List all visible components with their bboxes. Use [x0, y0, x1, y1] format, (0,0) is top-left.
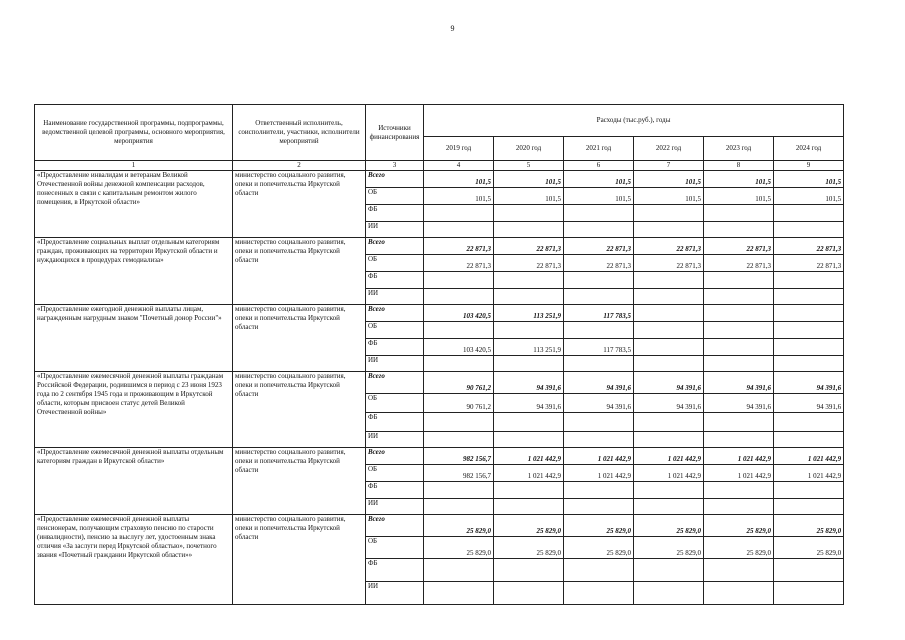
- funding-source: Всего: [366, 171, 424, 188]
- value-cell: [704, 499, 774, 515]
- header-executor: Ответственный исполнитель, соисполнители, участники, исполнители мероприятий: [233, 105, 366, 161]
- value-cell: [634, 222, 704, 238]
- table-row: [35, 448, 844, 465]
- value-cell: [634, 339, 704, 356]
- col-number: 3: [366, 161, 424, 171]
- value-cell: [494, 356, 564, 372]
- value-cell: 1 021 442,9: [634, 465, 704, 482]
- value-cell: [704, 432, 774, 448]
- value-cell: [494, 499, 564, 515]
- value-cell: [424, 222, 494, 238]
- total-value-cell: 113 251,9: [494, 305, 564, 322]
- total-value-cell: 101,5: [494, 171, 564, 188]
- total-value-cell: 101,5: [634, 171, 704, 188]
- col-number: 9: [774, 161, 844, 171]
- value-cell: [494, 322, 564, 339]
- header-year: 2023 год: [704, 137, 774, 161]
- header-year: 2024 год: [774, 137, 844, 161]
- value-cell: 22 871,3: [494, 255, 564, 272]
- value-cell: 25 829,0: [424, 537, 494, 559]
- funding-source: ОБ: [366, 188, 424, 205]
- value-cell: 94 391,6: [774, 394, 844, 413]
- measure-name: «Предоставление ежемесячной денежной выплаты отдельным категориям граждан в Иркутской области»: [35, 448, 233, 515]
- table-row: [35, 515, 844, 537]
- total-value-cell: 94 391,6: [564, 372, 634, 394]
- value-cell: [424, 482, 494, 499]
- total-value-cell: 25 829,0: [634, 515, 704, 537]
- value-cell: [564, 482, 634, 499]
- measure-executor: министерство социального развития, опеки и попечительства Иркутской области: [233, 305, 366, 372]
- value-cell: [634, 289, 704, 305]
- col-number: 5: [494, 161, 564, 171]
- value-cell: 101,5: [774, 188, 844, 205]
- total-value-cell: 94 391,6: [634, 372, 704, 394]
- table-row: [35, 238, 844, 255]
- total-value-cell: 94 391,6: [494, 372, 564, 394]
- value-cell: 1 021 442,9: [774, 465, 844, 482]
- value-cell: [424, 559, 494, 582]
- value-cell: 22 871,3: [704, 255, 774, 272]
- value-cell: [424, 322, 494, 339]
- value-cell: [774, 272, 844, 289]
- total-value-cell: 22 871,3: [704, 238, 774, 255]
- table-row: [35, 372, 844, 394]
- funding-source: ФБ: [366, 339, 424, 356]
- value-cell: [424, 289, 494, 305]
- total-value-cell: 101,5: [564, 171, 634, 188]
- total-value-cell: 1 021 442,9: [494, 448, 564, 465]
- value-cell: [774, 582, 844, 605]
- value-cell: [704, 205, 774, 222]
- value-cell: [634, 499, 704, 515]
- value-cell: [564, 322, 634, 339]
- value-cell: 103 420,5: [424, 339, 494, 356]
- funding-source: Всего: [366, 448, 424, 465]
- total-value-cell: 25 829,0: [564, 515, 634, 537]
- value-cell: [494, 289, 564, 305]
- funding-source: ФБ: [366, 559, 424, 582]
- measure-executor: министерство социального развития, опеки и попечительства Иркутской области: [233, 515, 366, 605]
- funding-source: ОБ: [366, 537, 424, 559]
- value-cell: [494, 559, 564, 582]
- value-cell: [424, 272, 494, 289]
- value-cell: 22 871,3: [774, 255, 844, 272]
- value-cell: [494, 205, 564, 222]
- value-cell: [704, 339, 774, 356]
- total-value-cell: 982 156,7: [424, 448, 494, 465]
- funding-source: ФБ: [366, 205, 424, 222]
- col-number: 8: [704, 161, 774, 171]
- value-cell: [774, 205, 844, 222]
- value-cell: 25 829,0: [634, 537, 704, 559]
- col-number: 2: [233, 161, 366, 171]
- total-value-cell: [704, 305, 774, 322]
- value-cell: [774, 289, 844, 305]
- total-value-cell: 101,5: [424, 171, 494, 188]
- value-cell: [494, 482, 564, 499]
- funding-source: ИИ: [366, 222, 424, 238]
- total-value-cell: 22 871,3: [564, 238, 634, 255]
- value-cell: 1 021 442,9: [704, 465, 774, 482]
- value-cell: 90 761,2: [424, 394, 494, 413]
- value-cell: [774, 322, 844, 339]
- header-name: Наименование государственной программы, подпрограммы, ведомственной целевой программы, основного мероприятия, мероприятия: [35, 105, 233, 161]
- measure-name: «Предоставление социальных выплат отдельным категориям граждан, проживающих на территории Иркутской области и нуждающихся в процедурах гемодиализа»: [35, 238, 233, 305]
- header-year: 2020 год: [494, 137, 564, 161]
- page-number: 9: [450, 24, 455, 33]
- header-year: 2022 год: [634, 137, 704, 161]
- value-cell: 25 829,0: [564, 537, 634, 559]
- value-cell: [564, 222, 634, 238]
- value-cell: 22 871,3: [634, 255, 704, 272]
- measure-name: «Предоставление ежемесячной денежной выплаты пенсионерам, получающим страховую пенсию по старости (инвалидности), пенсию за выслугу лет, удостоенным знака отличия «За заслуги перед Иркутской областью», почетного звания «Почетный гражданин Иркутской области»»: [35, 515, 233, 605]
- total-value-cell: 1 021 442,9: [634, 448, 704, 465]
- total-value-cell: 25 829,0: [494, 515, 564, 537]
- value-cell: [774, 356, 844, 372]
- value-cell: 22 871,3: [424, 255, 494, 272]
- value-cell: 101,5: [704, 188, 774, 205]
- funding-source: Всего: [366, 515, 424, 537]
- value-cell: [564, 356, 634, 372]
- value-cell: 1 021 442,9: [494, 465, 564, 482]
- funding-source: Всего: [366, 305, 424, 322]
- measure-executor: министерство социального развития, опеки и попечительства Иркутской области: [233, 448, 366, 515]
- funding-source: Всего: [366, 372, 424, 394]
- value-cell: 25 829,0: [704, 537, 774, 559]
- funding-source: ОБ: [366, 465, 424, 482]
- funding-source: ИИ: [366, 582, 424, 605]
- value-cell: [564, 499, 634, 515]
- value-cell: [704, 272, 774, 289]
- value-cell: 101,5: [634, 188, 704, 205]
- value-cell: [634, 205, 704, 222]
- value-cell: [564, 205, 634, 222]
- value-cell: [774, 559, 844, 582]
- total-value-cell: 103 420,5: [424, 305, 494, 322]
- value-cell: [704, 559, 774, 582]
- total-value-cell: 90 761,2: [424, 372, 494, 394]
- value-cell: [424, 205, 494, 222]
- value-cell: [564, 582, 634, 605]
- total-value-cell: 94 391,6: [774, 372, 844, 394]
- value-cell: [634, 356, 704, 372]
- funding-source: ИИ: [366, 432, 424, 448]
- total-value-cell: [774, 305, 844, 322]
- total-value-cell: 117 783,5: [564, 305, 634, 322]
- value-cell: [564, 413, 634, 432]
- value-cell: [704, 356, 774, 372]
- value-cell: 94 391,6: [704, 394, 774, 413]
- value-cell: [424, 413, 494, 432]
- col-number: 4: [424, 161, 494, 171]
- total-value-cell: 25 829,0: [424, 515, 494, 537]
- value-cell: [774, 482, 844, 499]
- value-cell: [424, 432, 494, 448]
- value-cell: [494, 272, 564, 289]
- measure-name: «Предоставление ежегодной денежной выплаты лицам, награжденным нагрудным знаком "Почетный донор России"»: [35, 305, 233, 372]
- value-cell: [704, 413, 774, 432]
- value-cell: [634, 272, 704, 289]
- value-cell: [564, 272, 634, 289]
- value-cell: [424, 356, 494, 372]
- value-cell: 94 391,6: [634, 394, 704, 413]
- funding-source: ФБ: [366, 482, 424, 499]
- value-cell: [634, 582, 704, 605]
- funding-source: ОБ: [366, 322, 424, 339]
- total-value-cell: [634, 305, 704, 322]
- value-cell: 982 156,7: [424, 465, 494, 482]
- value-cell: [704, 482, 774, 499]
- value-cell: 101,5: [564, 188, 634, 205]
- total-value-cell: 94 391,6: [704, 372, 774, 394]
- total-value-cell: 22 871,3: [424, 238, 494, 255]
- total-value-cell: 101,5: [704, 171, 774, 188]
- value-cell: 117 783,5: [564, 339, 634, 356]
- total-value-cell: 1 021 442,9: [564, 448, 634, 465]
- value-cell: 101,5: [494, 188, 564, 205]
- funding-source: ИИ: [366, 356, 424, 372]
- value-cell: [774, 499, 844, 515]
- value-cell: [424, 499, 494, 515]
- table-row: [35, 171, 844, 188]
- total-value-cell: 22 871,3: [774, 238, 844, 255]
- expenditure-table: [34, 104, 844, 605]
- total-value-cell: 25 829,0: [774, 515, 844, 537]
- total-value-cell: 101,5: [774, 171, 844, 188]
- value-cell: [564, 559, 634, 582]
- measure-name: «Предоставление инвалидам и ветеранам Великой Отечественной войны денежной компенсации расходов, понесенных в связи с капитальным ремонтом жилого помещения, в Иркутской области»: [35, 171, 233, 238]
- funding-source: ФБ: [366, 413, 424, 432]
- header-year: 2019 год: [424, 137, 494, 161]
- value-cell: [634, 559, 704, 582]
- funding-source: ИИ: [366, 289, 424, 305]
- funding-source: ОБ: [366, 394, 424, 413]
- value-cell: [774, 432, 844, 448]
- value-cell: [704, 289, 774, 305]
- value-cell: 1 021 442,9: [564, 465, 634, 482]
- value-cell: [494, 582, 564, 605]
- value-cell: [634, 482, 704, 499]
- value-cell: 94 391,6: [564, 394, 634, 413]
- value-cell: 101,5: [424, 188, 494, 205]
- value-cell: 25 829,0: [494, 537, 564, 559]
- measure-executor: министерство социального развития, опеки и попечительства Иркутской области: [233, 171, 366, 238]
- total-value-cell: 1 021 442,9: [704, 448, 774, 465]
- measure-executor: министерство социального развития, опеки и попечительства Иркутской области: [233, 238, 366, 305]
- funding-source: Всего: [366, 238, 424, 255]
- value-cell: [634, 322, 704, 339]
- col-number: 1: [35, 161, 233, 171]
- funding-source: ФБ: [366, 272, 424, 289]
- value-cell: [494, 413, 564, 432]
- value-cell: [564, 432, 634, 448]
- value-cell: [774, 413, 844, 432]
- value-cell: 22 871,3: [564, 255, 634, 272]
- value-cell: 113 251,9: [494, 339, 564, 356]
- value-cell: 25 829,0: [774, 537, 844, 559]
- header-expenses: Расходы (тыс.руб.), годы: [424, 105, 844, 137]
- total-value-cell: 1 021 442,9: [774, 448, 844, 465]
- table-row: [35, 305, 844, 322]
- total-value-cell: 25 829,0: [704, 515, 774, 537]
- col-number: 6: [564, 161, 634, 171]
- value-cell: [634, 432, 704, 448]
- value-cell: 94 391,6: [494, 394, 564, 413]
- value-cell: [564, 289, 634, 305]
- value-cell: [704, 222, 774, 238]
- value-cell: [494, 222, 564, 238]
- header-year: 2021 год: [564, 137, 634, 161]
- measure-executor: министерство социального развития, опеки и попечительства Иркутской области: [233, 372, 366, 448]
- total-value-cell: 22 871,3: [494, 238, 564, 255]
- value-cell: [494, 432, 564, 448]
- value-cell: [774, 222, 844, 238]
- funding-source: ИИ: [366, 499, 424, 515]
- value-cell: [704, 582, 774, 605]
- total-value-cell: 22 871,3: [634, 238, 704, 255]
- header-source: Источники финансирования: [366, 105, 424, 161]
- value-cell: [704, 322, 774, 339]
- value-cell: [634, 413, 704, 432]
- funding-source: ОБ: [366, 255, 424, 272]
- value-cell: [424, 582, 494, 605]
- col-number: 7: [634, 161, 704, 171]
- measure-name: «Предоставление ежемесячной денежной выплаты гражданам Российской Федерации, родившимся в период с 23 июня 1923 года по 2 сентября 1945 года и проживающим в Иркутской области, которым присвоен статус детей Великой Отечественной войны»: [35, 372, 233, 448]
- value-cell: [774, 339, 844, 356]
